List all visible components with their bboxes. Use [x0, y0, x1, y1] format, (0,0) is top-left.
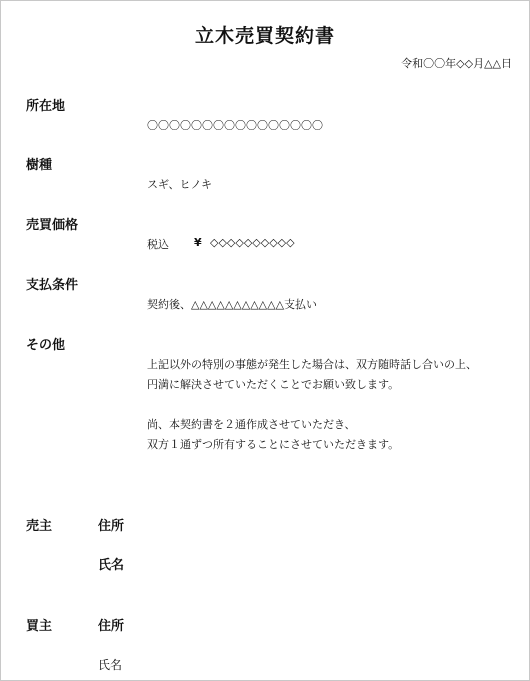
- price-yen-symbol: ¥: [194, 236, 202, 249]
- location-label: 所在地: [26, 99, 66, 114]
- species-value: スギ、ヒノキ: [147, 178, 213, 191]
- location-value: 〇〇〇〇〇〇〇〇〇〇〇〇〇〇〇〇: [147, 119, 323, 132]
- payment-value: 契約後、△△△△△△△△△△△支払い: [147, 298, 318, 311]
- buyer-address-label: 住所: [98, 619, 125, 634]
- other-line-3: 尚、本契約書を２通作成させていただき、: [147, 418, 356, 431]
- other-label: その他: [26, 338, 66, 353]
- payment-label: 支払条件: [26, 278, 79, 293]
- seller-name-label: 氏名: [98, 558, 125, 573]
- seller-label: 売主: [26, 519, 53, 534]
- species-label: 樹種: [26, 158, 53, 173]
- seller-address-label: 住所: [98, 519, 125, 534]
- price-tax-label: 税込: [147, 238, 169, 251]
- price-amount: ◇◇◇◇◇◇◇◇◇◇: [210, 236, 295, 249]
- price-label: 売買価格: [26, 218, 79, 233]
- contract-date: 令和〇〇年◇◇月△△日: [401, 57, 512, 70]
- other-line-4: 双方１通ずつ所有することにさせていただきます。: [147, 438, 400, 451]
- other-line-2: 円満に解決させていただくことでお願い致します。: [147, 378, 400, 391]
- other-line-1: 上記以外の特別の事態が発生した場合は、双方随時話し合いの上、: [147, 358, 477, 371]
- buyer-name-label: 氏名: [98, 658, 123, 672]
- buyer-label: 買主: [26, 619, 53, 634]
- document-title: 立木売買契約書: [194, 25, 335, 47]
